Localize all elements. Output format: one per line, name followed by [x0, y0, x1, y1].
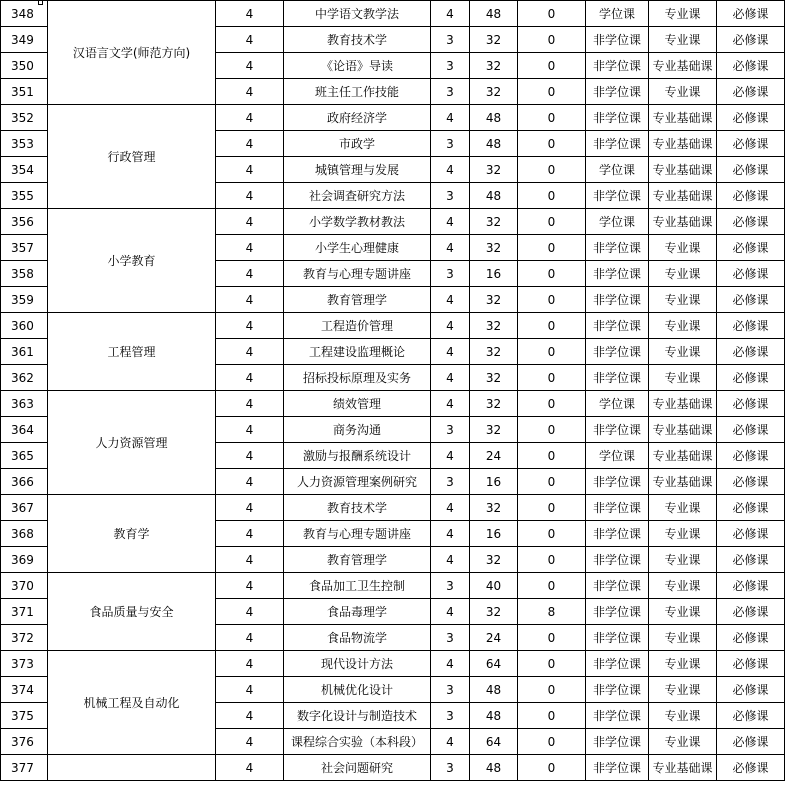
row-number-cell[interactable]: 353: [1, 131, 48, 157]
credit-a-cell[interactable]: 4: [216, 53, 284, 79]
major-cell[interactable]: 汉语言文学(师范方向): [48, 1, 216, 105]
credit-cell[interactable]: 4: [431, 313, 470, 339]
row-number-cell[interactable]: 363: [1, 391, 48, 417]
credit-cell[interactable]: 4: [431, 599, 470, 625]
experiment-hours-cell[interactable]: 0: [518, 53, 586, 79]
row-number-cell[interactable]: 374: [1, 677, 48, 703]
course-category-cell[interactable]: 专业基础课: [649, 417, 717, 443]
degree-type-cell[interactable]: 非学位课: [586, 79, 649, 105]
credit-cell[interactable]: 3: [431, 261, 470, 287]
degree-type-cell[interactable]: 非学位课: [586, 625, 649, 651]
table-row: [1, 105, 785, 131]
hours-cell[interactable]: 48: [470, 1, 518, 27]
credit-cell[interactable]: 4: [431, 443, 470, 469]
experiment-hours-cell[interactable]: 0: [518, 547, 586, 573]
row-number-cell[interactable]: 356: [1, 209, 48, 235]
course-name-cell[interactable]: 小学生心理健康: [284, 235, 431, 261]
course-category-cell[interactable]: 专业课: [649, 365, 717, 391]
row-number-cell[interactable]: 358: [1, 261, 48, 287]
credit-a-cell[interactable]: 4: [216, 625, 284, 651]
row-number-cell[interactable]: 355: [1, 183, 48, 209]
credit-a-cell[interactable]: 4: [216, 729, 284, 755]
course-name-cell[interactable]: 教育管理学: [284, 547, 431, 573]
course-name-cell[interactable]: 社会问题研究: [284, 755, 431, 781]
credit-cell[interactable]: 4: [431, 339, 470, 365]
degree-type-cell[interactable]: 非学位课: [586, 547, 649, 573]
required-type-cell[interactable]: 必修课: [717, 261, 785, 287]
course-name-cell[interactable]: 教育技术学: [284, 27, 431, 53]
course-category-cell[interactable]: 专业基础课: [649, 755, 717, 781]
row-number-cell[interactable]: 364: [1, 417, 48, 443]
credit-cell[interactable]: 3: [431, 755, 470, 781]
hours-cell[interactable]: 16: [470, 261, 518, 287]
course-category-cell[interactable]: 专业课: [649, 235, 717, 261]
hours-cell[interactable]: 32: [470, 391, 518, 417]
degree-type-cell[interactable]: 学位课: [586, 209, 649, 235]
course-category-cell[interactable]: 专业课: [649, 339, 717, 365]
credit-cell[interactable]: 3: [431, 469, 470, 495]
hours-cell[interactable]: 64: [470, 729, 518, 755]
degree-type-cell[interactable]: 非学位课: [586, 339, 649, 365]
course-name-cell[interactable]: 教育与心理专题讲座: [284, 261, 431, 287]
row-number-cell[interactable]: 361: [1, 339, 48, 365]
major-cell[interactable]: 行政管理: [48, 105, 216, 209]
hours-cell[interactable]: 16: [470, 521, 518, 547]
hours-cell[interactable]: 32: [470, 53, 518, 79]
experiment-hours-cell[interactable]: 0: [518, 625, 586, 651]
degree-type-cell[interactable]: 非学位课: [586, 105, 649, 131]
course-category-cell[interactable]: 专业基础课: [649, 209, 717, 235]
experiment-hours-cell[interactable]: 0: [518, 521, 586, 547]
course-name-cell[interactable]: 食品毒理学: [284, 599, 431, 625]
credit-a-cell[interactable]: 4: [216, 339, 284, 365]
credit-cell[interactable]: 3: [431, 573, 470, 599]
table-row: [1, 1, 785, 27]
hours-cell[interactable]: 32: [470, 157, 518, 183]
experiment-hours-cell[interactable]: 0: [518, 1, 586, 27]
row-number-cell[interactable]: 371: [1, 599, 48, 625]
credit-a-cell[interactable]: 4: [216, 183, 284, 209]
credit-a-cell[interactable]: 4: [216, 573, 284, 599]
course-name-cell[interactable]: 食品物流学: [284, 625, 431, 651]
course-category-cell[interactable]: 专业课: [649, 547, 717, 573]
credit-a-cell[interactable]: 4: [216, 443, 284, 469]
required-type-cell[interactable]: 必修课: [717, 1, 785, 27]
required-type-cell[interactable]: 必修课: [717, 235, 785, 261]
credit-cell[interactable]: 4: [431, 105, 470, 131]
course-category-cell[interactable]: 专业课: [649, 27, 717, 53]
course-category-cell[interactable]: 专业基础课: [649, 53, 717, 79]
degree-type-cell[interactable]: 非学位课: [586, 53, 649, 79]
experiment-hours-cell[interactable]: 0: [518, 157, 586, 183]
row-number-cell[interactable]: 372: [1, 625, 48, 651]
degree-type-cell[interactable]: 非学位课: [586, 313, 649, 339]
degree-type-cell[interactable]: 非学位课: [586, 365, 649, 391]
credit-a-cell[interactable]: 4: [216, 105, 284, 131]
experiment-hours-cell[interactable]: 0: [518, 287, 586, 313]
credit-a-cell[interactable]: 4: [216, 469, 284, 495]
experiment-hours-cell[interactable]: 0: [518, 703, 586, 729]
degree-type-cell[interactable]: 非学位课: [586, 417, 649, 443]
degree-type-cell[interactable]: 非学位课: [586, 495, 649, 521]
credit-cell[interactable]: 4: [431, 287, 470, 313]
row-number-cell[interactable]: 367: [1, 495, 48, 521]
course-category-cell[interactable]: 专业课: [649, 261, 717, 287]
credit-a-cell[interactable]: 4: [216, 157, 284, 183]
credit-a-cell[interactable]: 4: [216, 261, 284, 287]
course-name-cell[interactable]: 小学数学教材教法: [284, 209, 431, 235]
course-name-cell[interactable]: 人力资源管理案例研究: [284, 469, 431, 495]
experiment-hours-cell[interactable]: 0: [518, 495, 586, 521]
major-cell[interactable]: 小学教育: [48, 209, 216, 313]
experiment-hours-cell[interactable]: 0: [518, 573, 586, 599]
course-category-cell[interactable]: 专业课: [649, 703, 717, 729]
credit-cell[interactable]: 3: [431, 27, 470, 53]
course-name-cell[interactable]: 招标投标原理及实务: [284, 365, 431, 391]
credit-cell[interactable]: 3: [431, 677, 470, 703]
course-category-cell[interactable]: 专业课: [649, 313, 717, 339]
degree-type-cell[interactable]: 学位课: [586, 443, 649, 469]
course-category-cell[interactable]: 专业基础课: [649, 131, 717, 157]
hours-cell[interactable]: 24: [470, 443, 518, 469]
hours-cell[interactable]: 48: [470, 703, 518, 729]
course-name-cell[interactable]: 《论语》导读: [284, 53, 431, 79]
major-cell[interactable]: [48, 755, 216, 781]
course-name-cell[interactable]: 数字化设计与制造技术: [284, 703, 431, 729]
course-category-cell[interactable]: 专业课: [649, 1, 717, 27]
credit-a-cell[interactable]: 4: [216, 495, 284, 521]
credit-a-cell[interactable]: 4: [216, 209, 284, 235]
hours-cell[interactable]: 48: [470, 105, 518, 131]
row-number-cell[interactable]: 377: [1, 755, 48, 781]
credit-cell[interactable]: 4: [431, 547, 470, 573]
course-category-cell[interactable]: 专业课: [649, 287, 717, 313]
experiment-hours-cell[interactable]: 0: [518, 27, 586, 53]
required-type-cell[interactable]: 必修课: [717, 599, 785, 625]
degree-type-cell[interactable]: 非学位课: [586, 677, 649, 703]
course-table-body: [1, 1, 785, 781]
course-name-cell[interactable]: 商务沟通: [284, 417, 431, 443]
course-name-cell[interactable]: 工程造价管理: [284, 313, 431, 339]
experiment-hours-cell[interactable]: 0: [518, 105, 586, 131]
credit-cell[interactable]: 3: [431, 183, 470, 209]
row-number-cell[interactable]: 365: [1, 443, 48, 469]
row-number-cell[interactable]: 362: [1, 365, 48, 391]
credit-a-cell[interactable]: 4: [216, 703, 284, 729]
table-row: [1, 755, 785, 781]
degree-type-cell[interactable]: 非学位课: [586, 599, 649, 625]
row-number-cell[interactable]: 370: [1, 573, 48, 599]
experiment-hours-cell[interactable]: 0: [518, 209, 586, 235]
course-name-cell[interactable]: 激励与报酬系统设计: [284, 443, 431, 469]
table-row: [1, 313, 785, 339]
major-cell[interactable]: 机械工程及自动化: [48, 651, 216, 755]
credit-a-cell[interactable]: 4: [216, 599, 284, 625]
row-number-cell[interactable]: 376: [1, 729, 48, 755]
degree-type-cell[interactable]: 非学位课: [586, 27, 649, 53]
experiment-hours-cell[interactable]: 0: [518, 235, 586, 261]
table-row: [1, 651, 785, 677]
course-name-cell[interactable]: 教育管理学: [284, 287, 431, 313]
hours-cell[interactable]: 64: [470, 651, 518, 677]
hours-cell[interactable]: 48: [470, 131, 518, 157]
hours-cell[interactable]: 32: [470, 235, 518, 261]
credit-a-cell[interactable]: 4: [216, 521, 284, 547]
experiment-hours-cell[interactable]: 0: [518, 651, 586, 677]
required-type-cell[interactable]: 必修课: [717, 729, 785, 755]
course-name-cell[interactable]: 中学语文教学法: [284, 1, 431, 27]
required-type-cell[interactable]: 必修课: [717, 157, 785, 183]
hours-cell[interactable]: 48: [470, 677, 518, 703]
course-name-cell[interactable]: 绩效管理: [284, 391, 431, 417]
degree-type-cell[interactable]: 非学位课: [586, 131, 649, 157]
credit-a-cell[interactable]: 4: [216, 1, 284, 27]
required-type-cell[interactable]: 必修课: [717, 313, 785, 339]
required-type-cell[interactable]: 必修课: [717, 755, 785, 781]
table-row: [1, 391, 785, 417]
row-number-cell[interactable]: 360: [1, 313, 48, 339]
hours-cell[interactable]: 32: [470, 27, 518, 53]
degree-type-cell[interactable]: 非学位课: [586, 235, 649, 261]
experiment-hours-cell[interactable]: 0: [518, 443, 586, 469]
required-type-cell[interactable]: 必修课: [717, 703, 785, 729]
degree-type-cell[interactable]: 非学位课: [586, 521, 649, 547]
course-name-cell[interactable]: 教育与心理专题讲座: [284, 521, 431, 547]
experiment-hours-cell[interactable]: 0: [518, 729, 586, 755]
row-number-cell[interactable]: 375: [1, 703, 48, 729]
course-category-cell[interactable]: 专业基础课: [649, 183, 717, 209]
credit-cell[interactable]: 4: [431, 521, 470, 547]
experiment-hours-cell[interactable]: 0: [518, 261, 586, 287]
degree-type-cell[interactable]: 非学位课: [586, 703, 649, 729]
table-row: [1, 495, 785, 521]
hours-cell[interactable]: 48: [470, 755, 518, 781]
credit-a-cell[interactable]: 4: [216, 235, 284, 261]
major-cell[interactable]: 食品质量与安全: [48, 573, 216, 651]
credit-a-cell[interactable]: 4: [216, 79, 284, 105]
course-name-cell[interactable]: 政府经济学: [284, 105, 431, 131]
required-type-cell[interactable]: 必修课: [717, 469, 785, 495]
credit-a-cell[interactable]: 4: [216, 365, 284, 391]
degree-type-cell[interactable]: 非学位课: [586, 755, 649, 781]
row-number-cell[interactable]: 369: [1, 547, 48, 573]
course-name-cell[interactable]: 机械优化设计: [284, 677, 431, 703]
experiment-hours-cell[interactable]: 8: [518, 599, 586, 625]
table-row: [1, 573, 785, 599]
row-number-cell[interactable]: 352: [1, 105, 48, 131]
degree-type-cell[interactable]: 非学位课: [586, 183, 649, 209]
required-type-cell[interactable]: 必修课: [717, 443, 785, 469]
required-type-cell[interactable]: 必修课: [717, 521, 785, 547]
course-name-cell[interactable]: 食品加工卫生控制: [284, 573, 431, 599]
degree-type-cell[interactable]: 非学位课: [586, 573, 649, 599]
course-category-cell[interactable]: 专业课: [649, 573, 717, 599]
required-type-cell[interactable]: 必修课: [717, 547, 785, 573]
course-category-cell[interactable]: 专业课: [649, 625, 717, 651]
required-type-cell[interactable]: 必修课: [717, 365, 785, 391]
selection-handle[interactable]: [38, 0, 43, 5]
credit-cell[interactable]: 4: [431, 495, 470, 521]
hours-cell[interactable]: 32: [470, 287, 518, 313]
row-number-cell[interactable]: 349: [1, 27, 48, 53]
experiment-hours-cell[interactable]: 0: [518, 313, 586, 339]
row-number-cell[interactable]: 359: [1, 287, 48, 313]
required-type-cell[interactable]: 必修课: [717, 79, 785, 105]
hours-cell[interactable]: 32: [470, 313, 518, 339]
credit-cell[interactable]: 4: [431, 209, 470, 235]
credit-a-cell[interactable]: 4: [216, 391, 284, 417]
hours-cell[interactable]: 32: [470, 79, 518, 105]
credit-cell[interactable]: 4: [431, 365, 470, 391]
hours-cell[interactable]: 24: [470, 625, 518, 651]
credit-cell[interactable]: 3: [431, 703, 470, 729]
course-category-cell[interactable]: 专业基础课: [649, 157, 717, 183]
major-cell[interactable]: 人力资源管理: [48, 391, 216, 495]
required-type-cell[interactable]: 必修课: [717, 287, 785, 313]
required-type-cell[interactable]: 必修课: [717, 27, 785, 53]
hours-cell[interactable]: 48: [470, 183, 518, 209]
required-type-cell[interactable]: 必修课: [717, 651, 785, 677]
degree-type-cell[interactable]: 非学位课: [586, 261, 649, 287]
credit-a-cell[interactable]: 4: [216, 651, 284, 677]
hours-cell[interactable]: 32: [470, 209, 518, 235]
required-type-cell[interactable]: 必修课: [717, 209, 785, 235]
experiment-hours-cell[interactable]: 0: [518, 339, 586, 365]
credit-a-cell[interactable]: 4: [216, 547, 284, 573]
course-name-cell[interactable]: 现代设计方法: [284, 651, 431, 677]
row-number-cell[interactable]: 357: [1, 235, 48, 261]
course-category-cell[interactable]: 专业课: [649, 651, 717, 677]
row-number-cell[interactable]: 366: [1, 469, 48, 495]
credit-a-cell[interactable]: 4: [216, 755, 284, 781]
course-category-cell[interactable]: 专业课: [649, 495, 717, 521]
experiment-hours-cell[interactable]: 0: [518, 391, 586, 417]
course-name-cell[interactable]: 社会调查研究方法: [284, 183, 431, 209]
credit-a-cell[interactable]: 4: [216, 313, 284, 339]
row-number-cell[interactable]: 354: [1, 157, 48, 183]
experiment-hours-cell[interactable]: 0: [518, 417, 586, 443]
hours-cell[interactable]: 32: [470, 599, 518, 625]
course-name-cell[interactable]: 工程建设监理概论: [284, 339, 431, 365]
credit-cell[interactable]: 3: [431, 53, 470, 79]
degree-type-cell[interactable]: 学位课: [586, 391, 649, 417]
credit-cell[interactable]: 3: [431, 625, 470, 651]
degree-type-cell[interactable]: 非学位课: [586, 651, 649, 677]
course-category-cell[interactable]: 专业基础课: [649, 443, 717, 469]
credit-cell[interactable]: 4: [431, 729, 470, 755]
credit-cell[interactable]: 3: [431, 131, 470, 157]
course-category-cell[interactable]: 专业基础课: [649, 469, 717, 495]
required-type-cell[interactable]: 必修课: [717, 677, 785, 703]
credit-cell[interactable]: 4: [431, 235, 470, 261]
required-type-cell[interactable]: 必修课: [717, 391, 785, 417]
course-name-cell[interactable]: 城镇管理与发展: [284, 157, 431, 183]
experiment-hours-cell[interactable]: 0: [518, 183, 586, 209]
credit-cell[interactable]: 4: [431, 391, 470, 417]
credit-cell[interactable]: 4: [431, 1, 470, 27]
course-category-cell[interactable]: 专业课: [649, 79, 717, 105]
credit-a-cell[interactable]: 4: [216, 417, 284, 443]
credit-a-cell[interactable]: 4: [216, 131, 284, 157]
credit-a-cell[interactable]: 4: [216, 677, 284, 703]
experiment-hours-cell[interactable]: 0: [518, 365, 586, 391]
degree-type-cell[interactable]: 非学位课: [586, 729, 649, 755]
required-type-cell[interactable]: 必修课: [717, 625, 785, 651]
course-name-cell[interactable]: 教育技术学: [284, 495, 431, 521]
required-type-cell[interactable]: 必修课: [717, 105, 785, 131]
course-name-cell[interactable]: 班主任工作技能: [284, 79, 431, 105]
degree-type-cell[interactable]: 非学位课: [586, 287, 649, 313]
row-number-cell[interactable]: 348: [1, 1, 48, 27]
row-number-cell[interactable]: 350: [1, 53, 48, 79]
experiment-hours-cell[interactable]: 0: [518, 469, 586, 495]
hours-cell[interactable]: 40: [470, 573, 518, 599]
credit-cell[interactable]: 4: [431, 651, 470, 677]
table-row: [1, 209, 785, 235]
credit-a-cell[interactable]: 4: [216, 27, 284, 53]
required-type-cell[interactable]: 必修课: [717, 53, 785, 79]
major-cell[interactable]: 工程管理: [48, 313, 216, 391]
hours-cell[interactable]: 32: [470, 339, 518, 365]
experiment-hours-cell[interactable]: 0: [518, 677, 586, 703]
degree-type-cell[interactable]: 学位课: [586, 1, 649, 27]
course-name-cell[interactable]: 市政学: [284, 131, 431, 157]
required-type-cell[interactable]: 必修课: [717, 573, 785, 599]
course-category-cell[interactable]: 专业课: [649, 599, 717, 625]
experiment-hours-cell[interactable]: 0: [518, 79, 586, 105]
hours-cell[interactable]: 32: [470, 495, 518, 521]
required-type-cell[interactable]: 必修课: [717, 339, 785, 365]
course-category-cell[interactable]: 专业基础课: [649, 391, 717, 417]
hours-cell[interactable]: 32: [470, 365, 518, 391]
experiment-hours-cell[interactable]: 0: [518, 755, 586, 781]
row-number-cell[interactable]: 368: [1, 521, 48, 547]
course-category-cell[interactable]: 专业基础课: [649, 105, 717, 131]
row-number-cell[interactable]: 351: [1, 79, 48, 105]
row-number-cell[interactable]: 373: [1, 651, 48, 677]
degree-type-cell[interactable]: 非学位课: [586, 469, 649, 495]
experiment-hours-cell[interactable]: 0: [518, 131, 586, 157]
required-type-cell[interactable]: 必修课: [717, 417, 785, 443]
required-type-cell[interactable]: 必修课: [717, 131, 785, 157]
course-category-cell[interactable]: 专业课: [649, 729, 717, 755]
credit-a-cell[interactable]: 4: [216, 287, 284, 313]
credit-cell[interactable]: 4: [431, 157, 470, 183]
degree-type-cell[interactable]: 学位课: [586, 157, 649, 183]
course-name-cell[interactable]: 课程综合实验（本科段）: [284, 729, 431, 755]
major-cell[interactable]: 教育学: [48, 495, 216, 573]
required-type-cell[interactable]: 必修课: [717, 495, 785, 521]
required-type-cell[interactable]: 必修课: [717, 183, 785, 209]
course-category-cell[interactable]: 专业课: [649, 521, 717, 547]
hours-cell[interactable]: 32: [470, 417, 518, 443]
hours-cell[interactable]: 32: [470, 547, 518, 573]
course-category-cell[interactable]: 专业课: [649, 677, 717, 703]
hours-cell[interactable]: 16: [470, 469, 518, 495]
credit-cell[interactable]: 3: [431, 79, 470, 105]
credit-cell[interactable]: 3: [431, 417, 470, 443]
